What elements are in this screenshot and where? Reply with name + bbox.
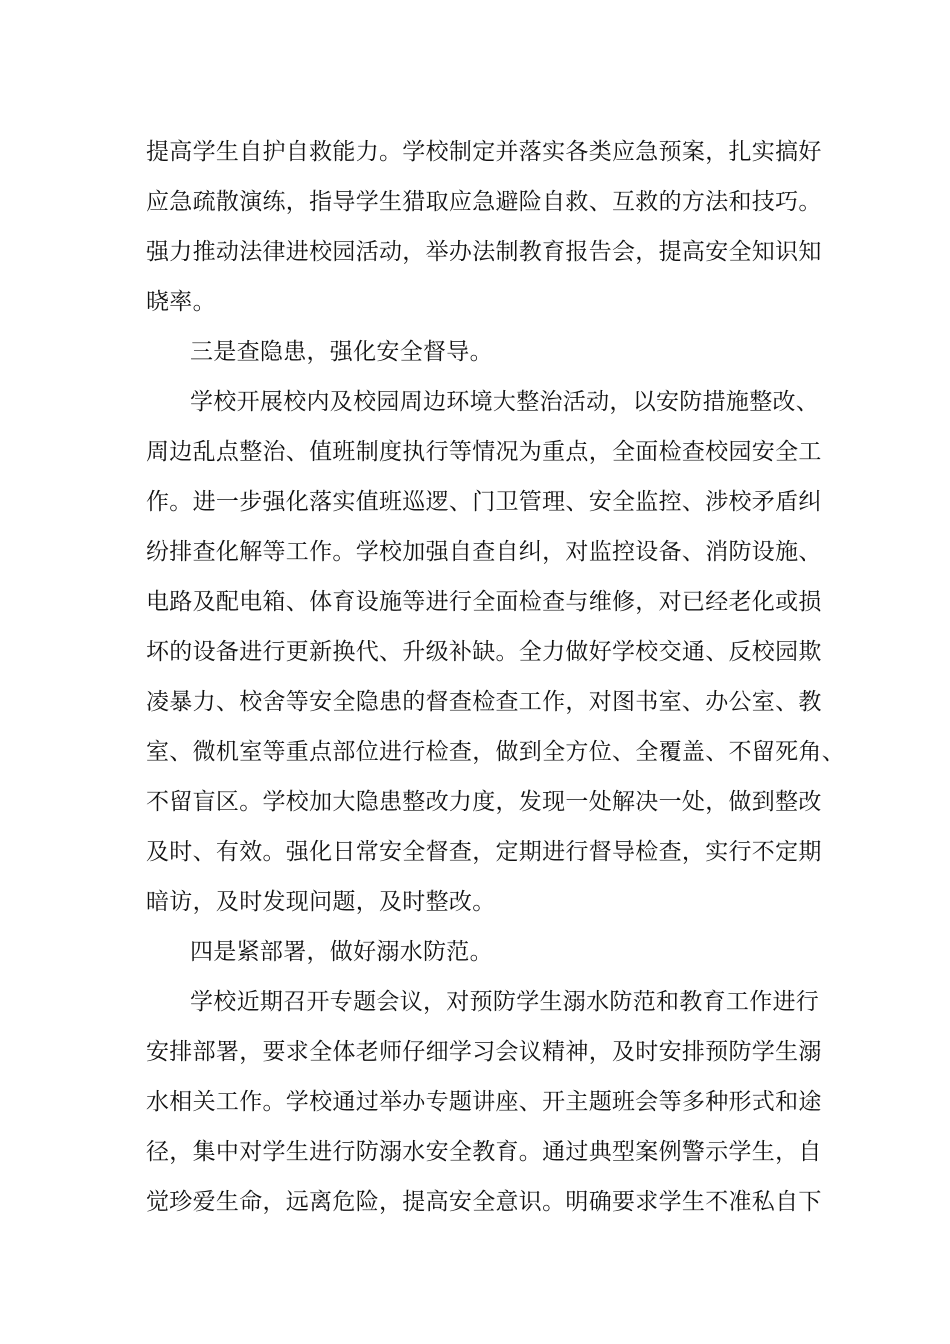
text-line: 安排部署，要求全体老师仔细学习会议精神，及时安排预防学生溺: [146, 1039, 822, 1065]
text-line: 及时、有效。强化日常安全督查，定期进行督导检查，实行不定期: [146, 839, 822, 865]
text-line: 学校开展校内及校园周边环境大整治活动，以安防措施整改、: [190, 389, 820, 415]
text-line: 凌暴力、校舍等安全隐患的督查检查工作，对图书室、办公室、教: [146, 689, 822, 715]
text-line: 坏的设备进行更新换代、升级补缺。全力做好学校交通、反校园欺: [146, 639, 822, 665]
section-heading: 三是查隐患，强化安全督导。: [190, 339, 493, 365]
text-line: 纷排查化解等工作。学校加强自查自纠，对监控设备、消防设施、: [146, 539, 822, 565]
text-line: 学校近期召开专题会议，对预防学生溺水防范和教育工作进行: [190, 989, 820, 1015]
text-line: 周边乱点整治、值班制度执行等情况为重点，全面检查校园安全工: [146, 439, 822, 465]
text-line: 提高学生自护自救能力。学校制定并落实各类应急预案，扎实搞好: [146, 139, 822, 165]
text-line: 电路及配电箱、体育设施等进行全面检查与维修，对已经老化或损: [146, 589, 822, 615]
text-line: 晓率。: [146, 289, 216, 315]
section-heading: 四是紧部署，做好溺水防范。: [190, 939, 493, 965]
text-line: 室、微机室等重点部位进行检查，做到全方位、全覆盖、不留死角、: [146, 739, 845, 765]
text-line: 作。进一步强化落实值班巡逻、门卫管理、安全监控、涉校矛盾纠: [146, 489, 822, 515]
text-line: 强力推动法律进校园活动，举办法制教育报告会，提高安全知识知: [146, 239, 822, 265]
text-line: 水相关工作。学校通过举办专题讲座、开主题班会等多种形式和途: [146, 1089, 822, 1115]
text-line: 暗访，及时发现问题，及时整改。: [146, 889, 496, 915]
text-line: 觉珍爱生命，远离危险，提高安全意识。明确要求学生不准私自下: [146, 1189, 822, 1215]
text-line: 不留盲区。学校加大隐患整改力度，发现一处解决一处，做到整改: [146, 789, 822, 815]
text-line: 径，集中对学生进行防溺水安全教育。通过典型案例警示学生，自: [146, 1139, 822, 1165]
text-line: 应急疏散演练，指导学生猎取应急避险自救、互救的方法和技巧。: [146, 189, 822, 215]
